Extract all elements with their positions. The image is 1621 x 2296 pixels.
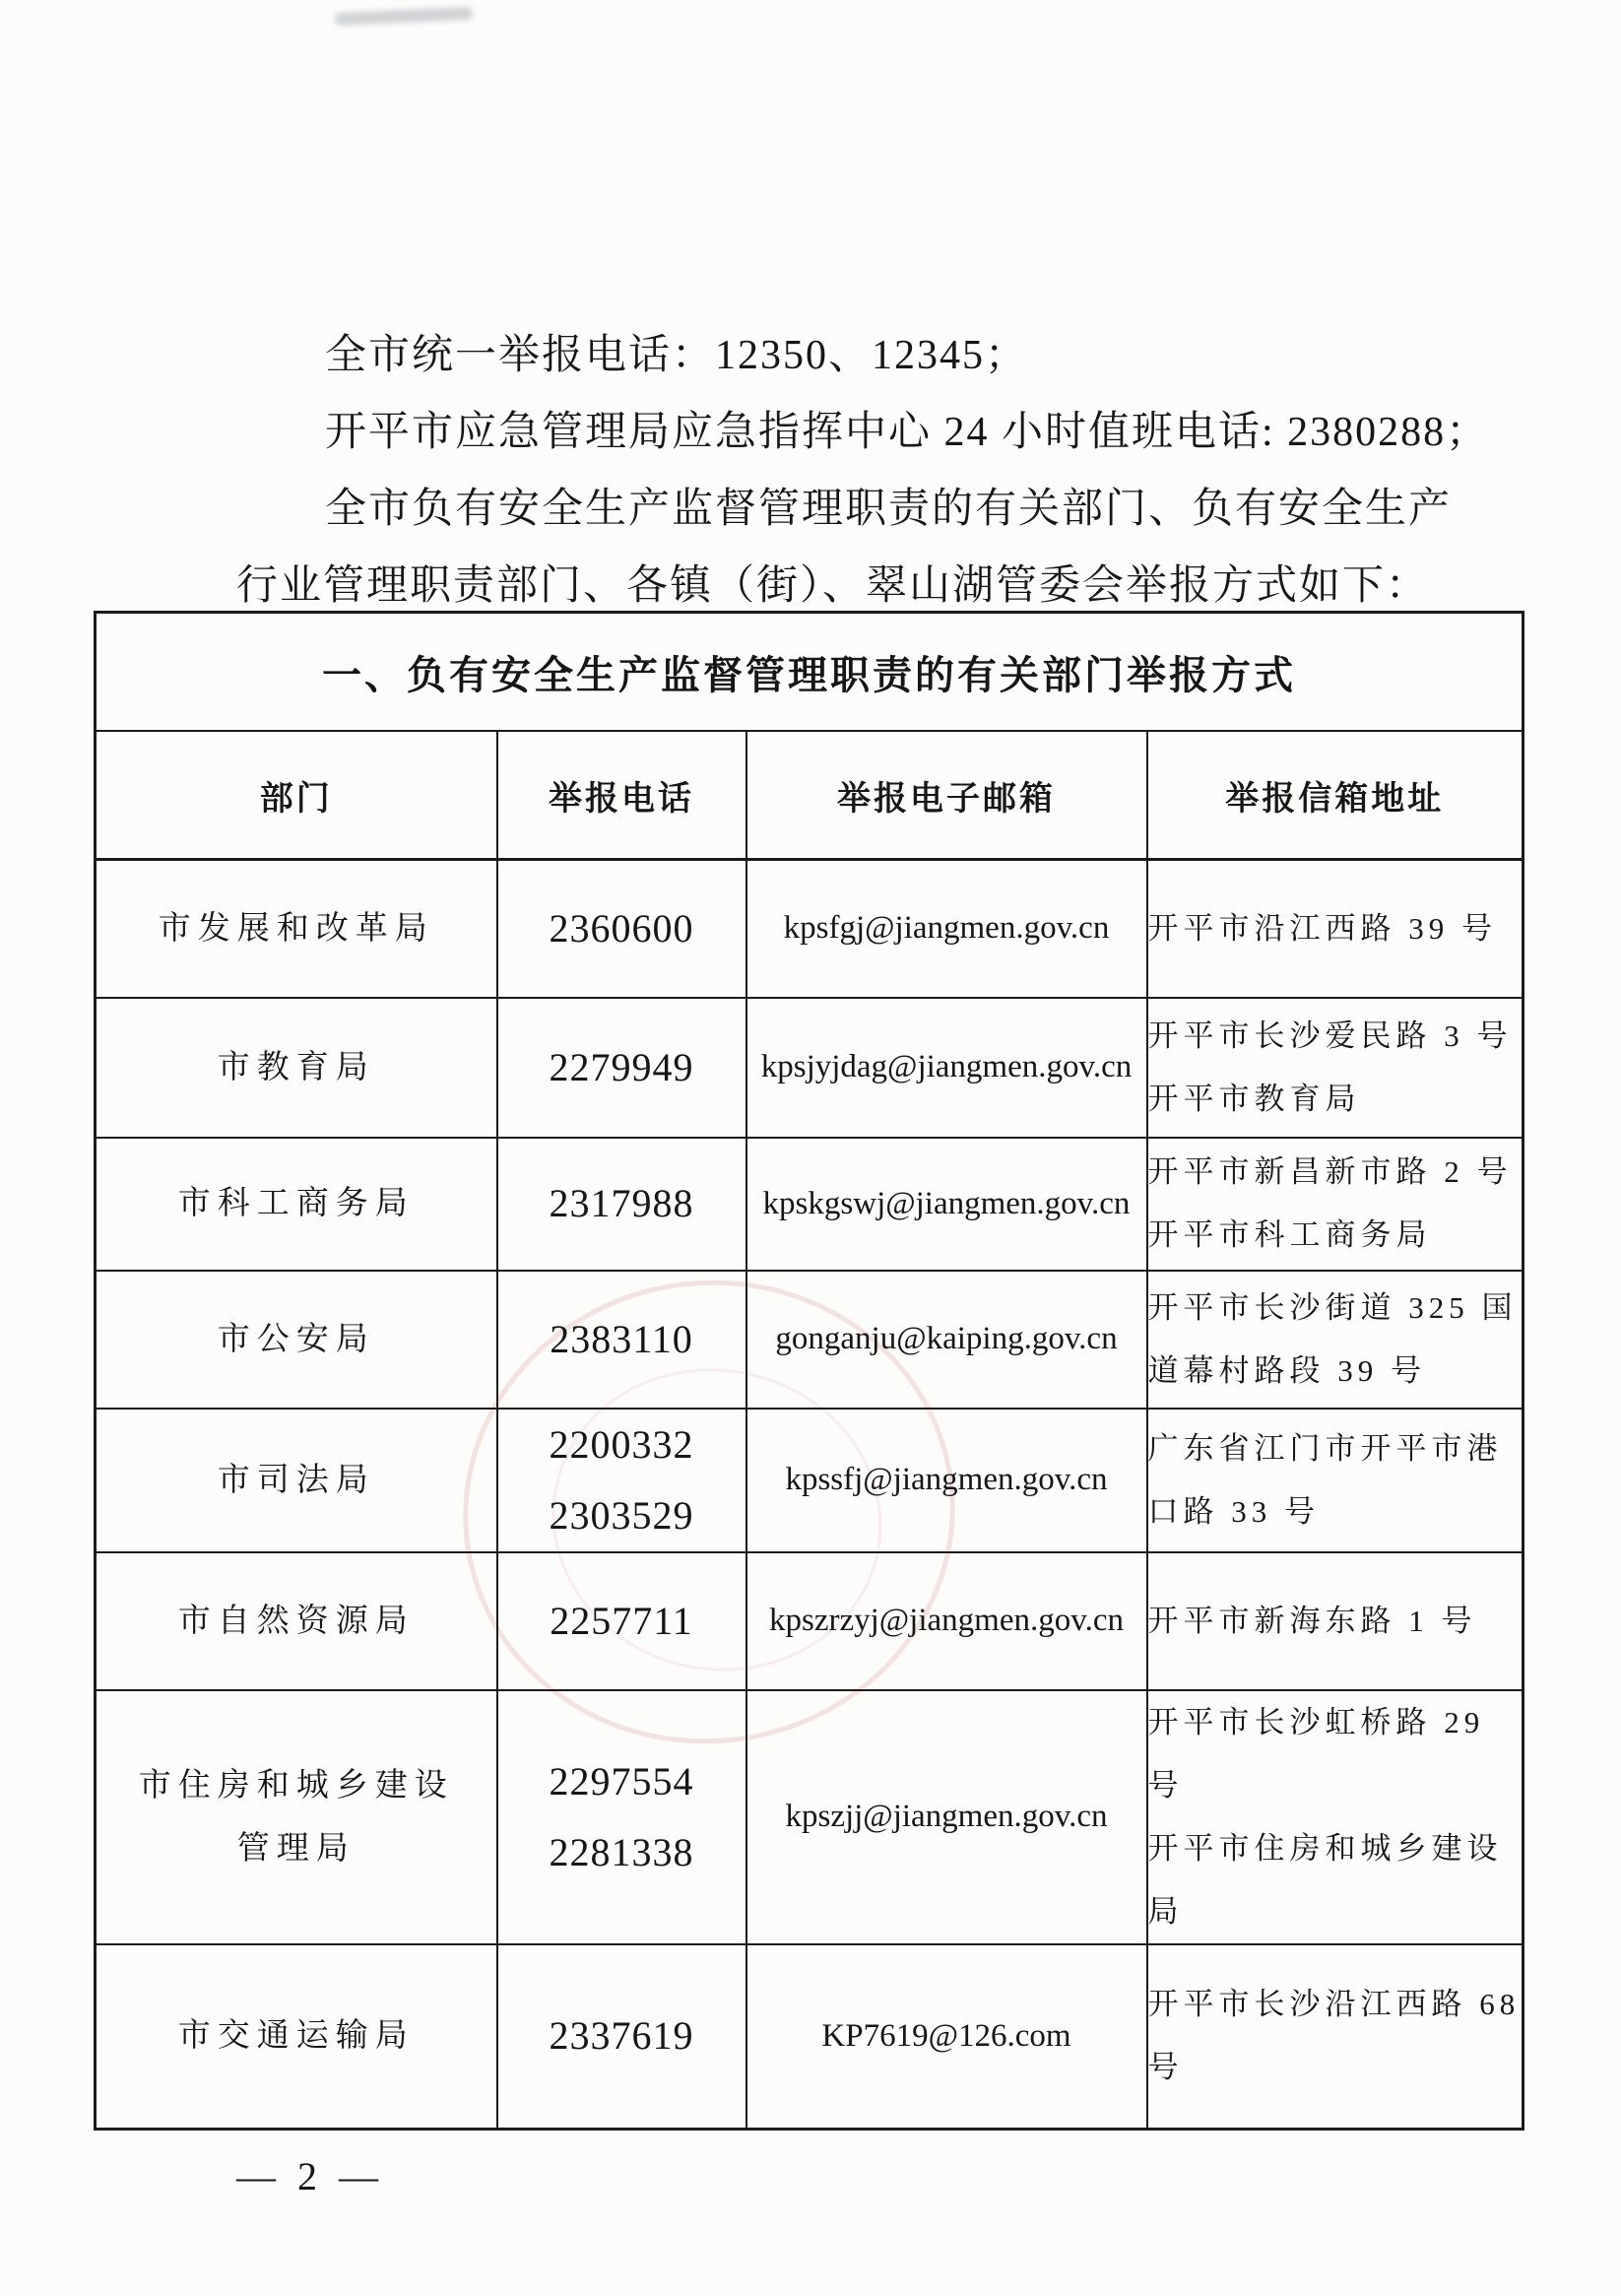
address-cell <box>1147 1271 1524 1409</box>
dept-cell-line: 市交通运输局 <box>177 2018 415 2055</box>
address-cell-line: 开平市沿江西路 39 号 <box>1147 910 1497 946</box>
address-cell-line: 广东省江门市开平市港 <box>1147 1430 1503 1466</box>
phone-cell <box>497 1138 746 1271</box>
dept-cell <box>96 860 497 998</box>
report-table-body <box>96 860 1524 2130</box>
address-cell-line: 开平市长沙爱民路 3 号 <box>1147 1017 1513 1053</box>
table-row <box>96 860 1524 998</box>
address-cell-line: 局 <box>1147 1893 1184 1929</box>
table-row <box>96 1138 1524 1271</box>
table-title: 一、负有安全生产监督管理职责的有关部门举报方式 <box>96 613 1524 732</box>
dept-cell <box>96 1944 497 2130</box>
dept-cell <box>96 1409 497 1552</box>
table-row <box>96 1552 1524 1690</box>
email-cell: kpszjj@jiangmen.gov.cn <box>746 1690 1147 1944</box>
address-cell-line: 开平市长沙虹桥路 29 号 <box>1147 1704 1485 1803</box>
table-header-row <box>96 731 1524 860</box>
phone-cell-line: 2297554 <box>549 1758 694 1804</box>
scan-smudge <box>335 7 473 26</box>
phone-cell-line: 2281338 <box>549 1829 694 1874</box>
dept-cell-line: 市发展和改革局 <box>158 910 434 947</box>
address-cell-line: 开平市科工商务局 <box>1147 1217 1432 1252</box>
dept-cell-line: 市公安局 <box>217 1321 375 1357</box>
address-cell-line: 开平市住房和城乡建设 <box>1147 1830 1503 1866</box>
address-cell <box>1147 1552 1524 1690</box>
page-number: — 2 — <box>236 2154 384 2198</box>
address-cell-line: 口路 33 号 <box>1147 1493 1320 1529</box>
email-cell: kpsfgj@jiangmen.gov.cn <box>746 860 1147 998</box>
phone-cell <box>497 1271 746 1409</box>
dept-cell <box>96 998 497 1138</box>
intro-line-hotline: 全市统一举报电话：12350、12345； <box>325 333 1029 378</box>
column-header-report-mailbox: 举报信箱地址 <box>1147 731 1524 860</box>
dept-cell <box>96 1138 497 1271</box>
dept-cell-line: 市住房和城乡建设 <box>138 1767 454 1804</box>
address-cell <box>1147 1409 1524 1552</box>
email-cell: gonganju@kaiping.gov.cn <box>746 1271 1147 1409</box>
dept-cell-line: 市自然资源局 <box>177 1603 415 1639</box>
email-cell: kpszrzyj@jiangmen.gov.cn <box>746 1552 1147 1690</box>
table-row <box>96 1690 1524 1944</box>
address-cell-line: 开平市长沙街道 325 国 <box>1147 1289 1518 1325</box>
address-cell <box>1147 1138 1524 1271</box>
table-row <box>96 1944 1524 2130</box>
address-cell <box>1147 1690 1524 1944</box>
intro-line-departments-1: 全市负有安全生产监督管理职责的有关部门、负有安全生产 <box>325 487 1453 532</box>
address-cell-line: 号 <box>1147 2050 1184 2085</box>
intro-line-duty-phone: 开平市应急管理局应急指挥中心 24 小时值班电话: 2380288； <box>325 410 1490 455</box>
dept-cell <box>96 1690 497 1944</box>
phone-cell <box>497 1690 746 1944</box>
table-row <box>96 998 1524 1138</box>
address-cell <box>1147 860 1524 998</box>
dept-cell-line: 市教育局 <box>217 1049 375 1085</box>
intro-line-departments-2: 行业管理职责部门、各镇（街）、翠山湖管委会举报方式如下： <box>236 563 1430 609</box>
phone-cell-line: 2303529 <box>549 1492 694 1538</box>
address-cell-line: 开平市新海东路 1 号 <box>1147 1603 1477 1638</box>
email-cell: kpsjyjdag@jiangmen.gov.cn <box>746 998 1147 1138</box>
table-title-row <box>96 613 1524 732</box>
phone-cell <box>497 1409 746 1552</box>
phone-cell-line: 2317988 <box>549 1181 694 1225</box>
phone-cell-line: 2200332 <box>549 1421 694 1467</box>
phone-cell-line: 2383110 <box>550 1316 693 1361</box>
table-row <box>96 1409 1524 1552</box>
phone-cell-line: 2360600 <box>549 905 694 951</box>
phone-cell <box>497 1552 746 1690</box>
address-cell-line: 开平市新昌新市路 2 号 <box>1147 1154 1513 1189</box>
email-cell: kpskgswj@jiangmen.gov.cn <box>746 1138 1147 1271</box>
address-cell <box>1147 1944 1524 2130</box>
address-cell-line: 开平市教育局 <box>1147 1081 1361 1116</box>
report-table <box>94 611 1524 2131</box>
phone-cell-line: 2257711 <box>550 1598 693 1643</box>
email-cell: kpssfj@jiangmen.gov.cn <box>746 1409 1147 1552</box>
column-header-department: 部门 <box>96 731 497 860</box>
address-cell-line: 道幕村路段 39 号 <box>1147 1352 1426 1388</box>
intro-paragraph <box>236 317 1490 624</box>
dept-cell-line: 市科工商务局 <box>177 1186 415 1221</box>
dept-cell-line: 市司法局 <box>217 1462 375 1498</box>
column-header-report-email: 举报电子邮箱 <box>746 731 1147 860</box>
table-row <box>96 1271 1524 1409</box>
dept-cell <box>96 1552 497 1690</box>
phone-cell-line: 2337619 <box>549 2013 694 2059</box>
address-cell <box>1147 998 1524 1138</box>
phone-cell-line: 2279949 <box>549 1044 694 1089</box>
phone-cell <box>497 1944 746 2130</box>
dept-cell <box>96 1271 497 1409</box>
email-cell: KP7619@126.com <box>746 1944 1147 2130</box>
column-header-report-phone: 举报电话 <box>497 731 746 860</box>
phone-cell <box>497 998 746 1138</box>
phone-cell <box>497 860 746 998</box>
address-cell-line: 开平市长沙沿江西路 68 <box>1147 1987 1521 2022</box>
dept-cell-line: 管理局 <box>236 1830 356 1867</box>
